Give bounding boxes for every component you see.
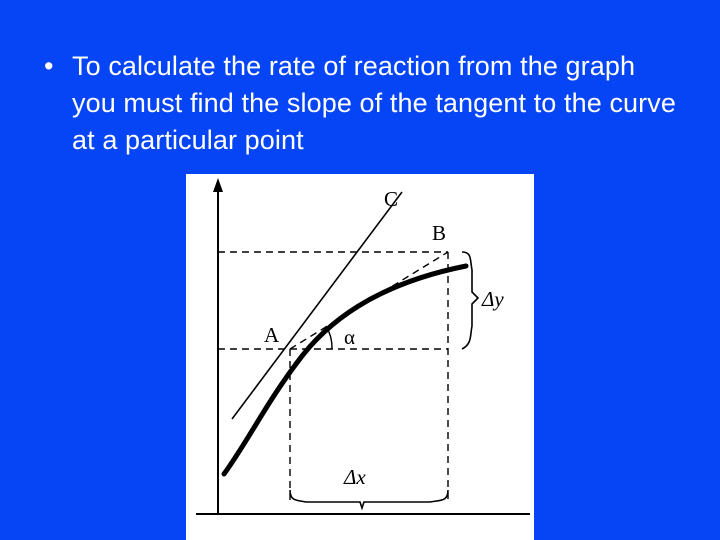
delta-x-brace: [290, 490, 448, 508]
label-b: B: [432, 221, 447, 245]
label-delta-y: Δy: [482, 287, 504, 311]
y-axis-arrow: [213, 178, 223, 514]
bullet-marker: •: [44, 51, 54, 81]
label-c: C: [384, 187, 399, 211]
graph-svg: [186, 174, 534, 540]
label-delta-x: Δx: [344, 465, 366, 489]
bullet-item: [36, 48, 684, 159]
label-a: A: [264, 323, 280, 347]
label-angle: α: [344, 325, 356, 349]
dashed-construction-lines: [218, 252, 448, 504]
tangent-line: [232, 192, 402, 419]
bullet-text: To calculate the rate of reaction from the graph you must find the slope of the tangent to the curve at a particular point: [72, 51, 676, 155]
tangent-slope-graph: [186, 174, 534, 540]
bullet-block: [36, 48, 684, 159]
curve: [224, 266, 466, 474]
